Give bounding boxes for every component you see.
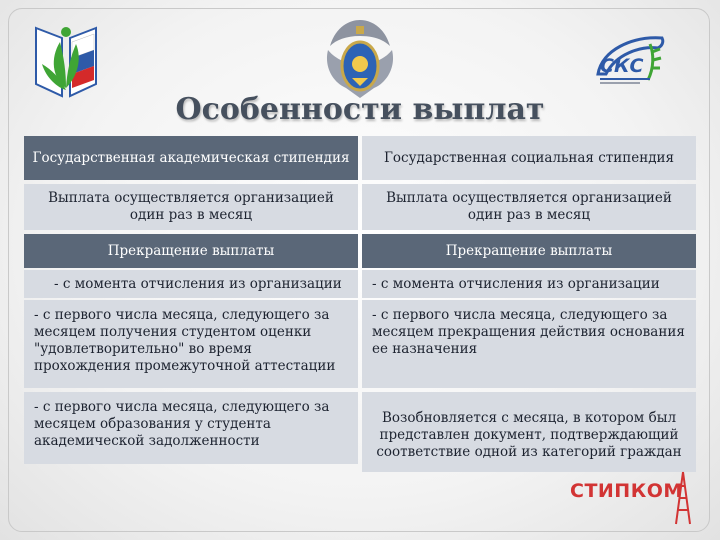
left-grade-cell: - с первого числа месяца, следующего за месяцем получения студентом оценки "удовлетворительно" во время прохождения промежуточной аттестации: [24, 300, 358, 388]
left-stop-header: Прекращение выплаты: [24, 234, 358, 268]
right-column-header: Государственная социальная стипендия: [362, 136, 696, 180]
ministry-emblem-icon: [322, 16, 398, 102]
stipcom-logo-text: СТИПКОМ: [570, 480, 683, 502]
page-title: Особенности выплат: [175, 92, 545, 127]
right-basis-cell: - с первого числа месяца, следующего за месяцем прекращения действия основания ее назначения: [362, 300, 696, 388]
right-payment-cell: Выплата осуществляется организацией один раз в месяц: [362, 184, 696, 230]
right-resume-cell: Возобновляется с месяца, в котором был представлен документ, подтверждающий соответствие одной из категорий граждан: [362, 392, 696, 472]
left-debt-cell: - с первого числа месяца, следующего за месяцем образования у студента академической задолженности: [24, 392, 358, 464]
sks-logo-text: СКС: [600, 55, 644, 77]
right-expel-cell: - с момента отчисления из организации: [362, 270, 696, 298]
left-expel-cell: - с момента отчисления из организации: [24, 270, 358, 298]
right-stop-header: Прекращение выплаты: [362, 234, 696, 268]
left-payment-cell: Выплата осуществляется организацией один раз в месяц: [24, 184, 358, 230]
left-column-header: Государственная академическая стипендия: [24, 136, 358, 180]
sks-logo-icon: [592, 30, 676, 90]
trade-union-logo-icon: [32, 18, 100, 100]
stipcom-tower-icon: [672, 470, 694, 526]
